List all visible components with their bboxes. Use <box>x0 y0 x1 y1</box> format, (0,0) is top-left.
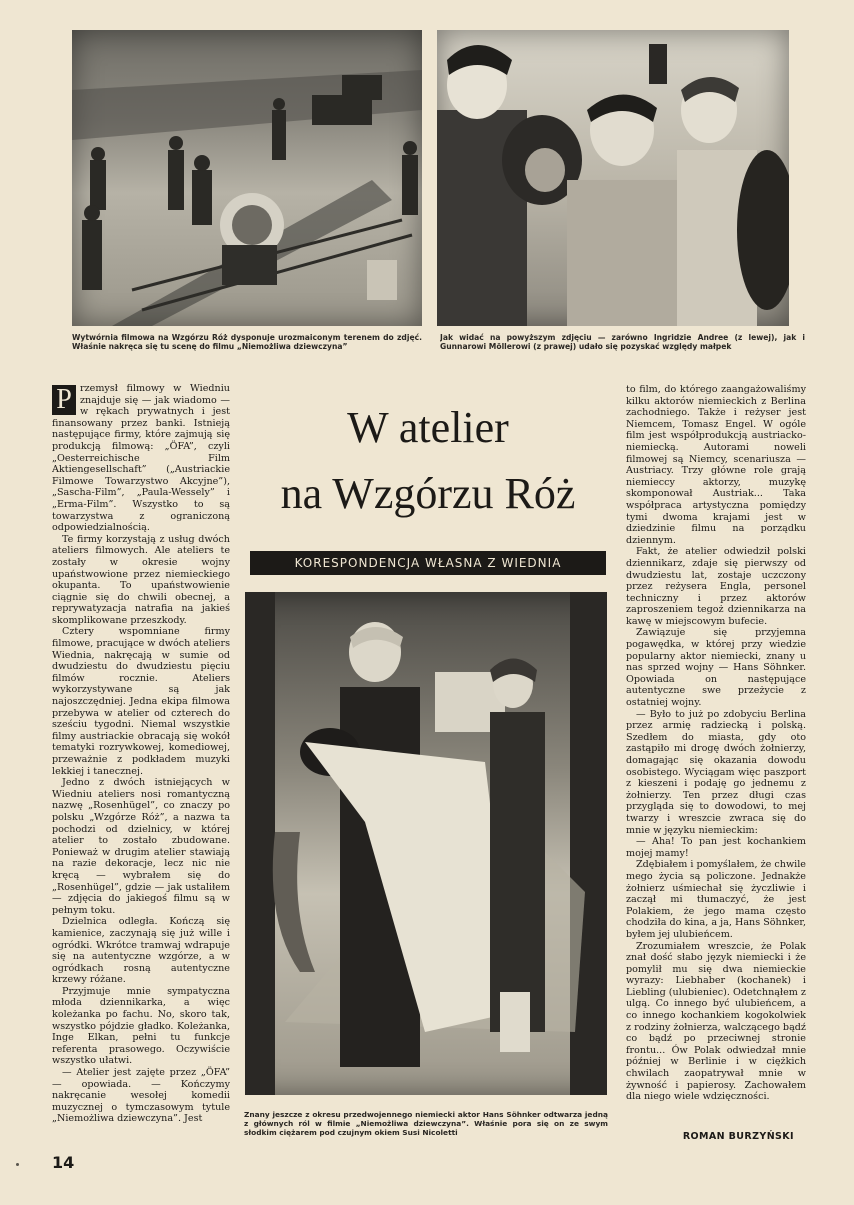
author-signature: ROMAN BURZYŃSKI <box>682 1131 794 1142</box>
paragraph: rzemysł filmowy w Wiedniu znajduje się — jak wiadomo — w rękach prywatnych i jest finansowany przez banki. Istnieją następujące firmy, które zajmują się produkcją filmową: „ÖFA”, czyli „Oesterreichische Film Aktiengesellschaft” („Austriackie Filmowe Towarzystwo Akcyjne”), „Sascha-Film”, „Paula-Wessely” i „Erma-Film”. Wszystko to są towarzystwa z ograniczoną odpowiedzialnością. <box>52 383 230 534</box>
margin-dot <box>16 1163 19 1166</box>
photo-sohnker-scene <box>245 592 607 1095</box>
caption-photo-top-left: Wytwórnia filmowa na Wzgórzu Róż dysponuje urozmaiconym terenem do zdjęć. Właśnie nakręca się tu scenę do filmu „Niemożliwa dziewczyna” <box>72 333 422 351</box>
paragraph: — Było to już po zdobyciu Berlina przez armię radziecką i polską. Szedłem do miasta, gdy oto zastąpiło mi drogę dwóch żołnierzy, domagając się okazania dowodu osobistego. Wyciągam więc paszport z kieszeni i podaję go jednemu z żołnierzy. Ten przez długi czas przygląda się to dowodowi, to mej twarzy i wreszcie zwraca się do mnie w języku niemieckim: <box>626 708 806 836</box>
caption-photo-top-right: Jak widać na powyższym zdjęciu — zarówno Ingridzie Andree (z lewej), jak i Gunnarowi Möllerowi (z prawej) udało się pozyskać względy małpek <box>440 333 805 351</box>
paragraph: Zrozumiałem wreszcie, że Polak znał dość słabo język niemiecki i że pomylił mu się dwa niemieckie wyrazy: Liebhaber (kochanek) i Liebling (ulubieniec). Odetchnąłem z ulgą. Co innego być ulubieńcem, a co innego kochankiem kogokolwiek z rodziny żołnierza, walczącego bądź co bądź po przeciwnej stronie frontu... Ów Polak odwiedzał mnie później w Berlinie i w ciężkich chwilach zaopatrywał mnie w żywność i papierosy. Zachowałem dla niego wiele wdzięczności. <box>626 940 806 1103</box>
article-title-line-1: W atelier <box>347 403 509 452</box>
paragraph: Zdębiałem i pomyślałem, że chwile mego życia są policzone. Jednakże żołnierz uśmiechał się życzliwie i zaczął mi tłumaczyć, że jest Polakiem, że jego mama często chodziła do kina, a ja, Hans Söhnker, byłem jej ulubieńcem. <box>626 859 806 940</box>
photo-actors-with-chimps <box>437 30 789 326</box>
paragraph: — Aha! To pan jest kochankiem mojej mamy! <box>626 836 806 859</box>
caption-photo-center: Znany jeszcze z okresu przedwojennego niemiecki aktor Hans Söhnker odtwarza jedną z głównych ról w filmie „Niemożliwa dziewczyna”. Właśnie pora się on ze swym słodkim ciężarem pod czujnym okiem Susi Nicoletti <box>244 1111 608 1137</box>
photo-film-set <box>72 30 422 326</box>
paragraph: — Atelier jest zajęte przez „ÖFA” — opowiada. — Kończymy nakręcanie wesołej komedii muzycznej o tymczasowym tytule „Niemożliwa dziewczyna”. Jest <box>52 1067 230 1125</box>
paragraph: Dzielnica odległa. Kończą się kamienice, zaczynają się już wille i ogródki. Wkrótce tramwaj wdrapuje się na autentyczne wzgórze, a w ogródkach rosną autentyczne krzewy różane. <box>52 916 230 986</box>
article-column-right <box>626 384 806 1129</box>
article-title-line-2: na Wzgórzu Róż <box>280 469 576 518</box>
article-column-left <box>52 383 230 1143</box>
paragraph: Zawiązuje się przyjemna pogawędka, w której przy wiedzie popularny aktor niemiecki, znany u nas sprzed wojny — Hans Söhnker. Opowiada on następujące autentyczne swe przeżycie z ostatniej wojny. <box>626 627 806 709</box>
paragraph: Przyjmuje mnie sympatyczna młoda dziennikarka, a więc koleżanka po fachu. No, skoro tak, wszystko pójdzie gładko. Koleżanka, Inge Elkan, pełni tu funkcje referenta prasowego. Oczywiście wszystko ułatwi. <box>52 985 230 1067</box>
paragraph: Fakt, że atelier odwiedził polski dziennikarz, zdaje się pierwszy od dwudziestu lat, zostaje uczczony przez reżysera Engla, personel techniczny i przez aktorów zaproszeniem tegoż dziennikarza na kawę w miejscowym bufecie. <box>626 546 806 627</box>
paragraph: Jedno z dwóch istniejących w Wiedniu ateliers nosi romantyczną nazwę „Rosenhügel”, co znaczy po polsku „Wzgórze Róż”, a nazwa ta pochodzi od dzielnicy, w której atelier to zostało zbudowane. Ponieważ w drugim atelier stawiają na razie dekoracje, lecz nic nie kręcą — wybrałem się do „Rosenhügel”, gdzie — jak ustaliłem — zdjęcia do jakiegoś filmu są w pełnym toku. <box>52 777 230 916</box>
paragraph: Te firmy korzystają z usług dwóch ateliers filmowych. Ale ateliers te zostały w okresie wojny upaństwowione przez niemieckiego okupanta. To upaństwowienie ciągnie się do chwili obecnej, a reprywatyzacja natrafia na jakieś skomplikowane przeszkody. <box>52 533 230 626</box>
subtitle-banner: KORESPONDENCJA WŁASNA Z WIEDNIA <box>250 551 606 575</box>
page-number: 14 <box>52 1153 75 1172</box>
drop-cap: P <box>52 385 76 415</box>
paragraph: to film, do którego zaangażowaliśmy kilku aktorów niemieckich z Berlina zachodniego. Także i reżyser jest Niemcem, Tomasz Engel. W ogóle film jest współprodukcją austriacko-niemiecką. Autorami noweli filmowej są Niemcy, scenariusza — Austriacy. Trzy główne role grają niemieccy aktorzy, muzykę skomponował Austriak... Taka współpraca artystyczna pomiędzy tymi dwoma krajami jest w dziedzinie filmu na porządku dziennym. <box>626 384 806 546</box>
paragraph: Cztery wspomniane firmy filmowe, pracujące w dwóch ateliers Wiednia, nakręcają w sumie od dwudziestu do dwudziestu pięciu filmów rocznie. Ateliers wykorzystywane są jak najoszczędniej. Jedna ekipa filmowa przebywa w atelier od czterech do sześciu tygodni. Niemal wszystkie filmy austriackie obracają się wokół tematyki rozrywkowej, komediowej, przeważnie z podkładem muzyki lekkiej i tanecznej. <box>52 626 230 777</box>
